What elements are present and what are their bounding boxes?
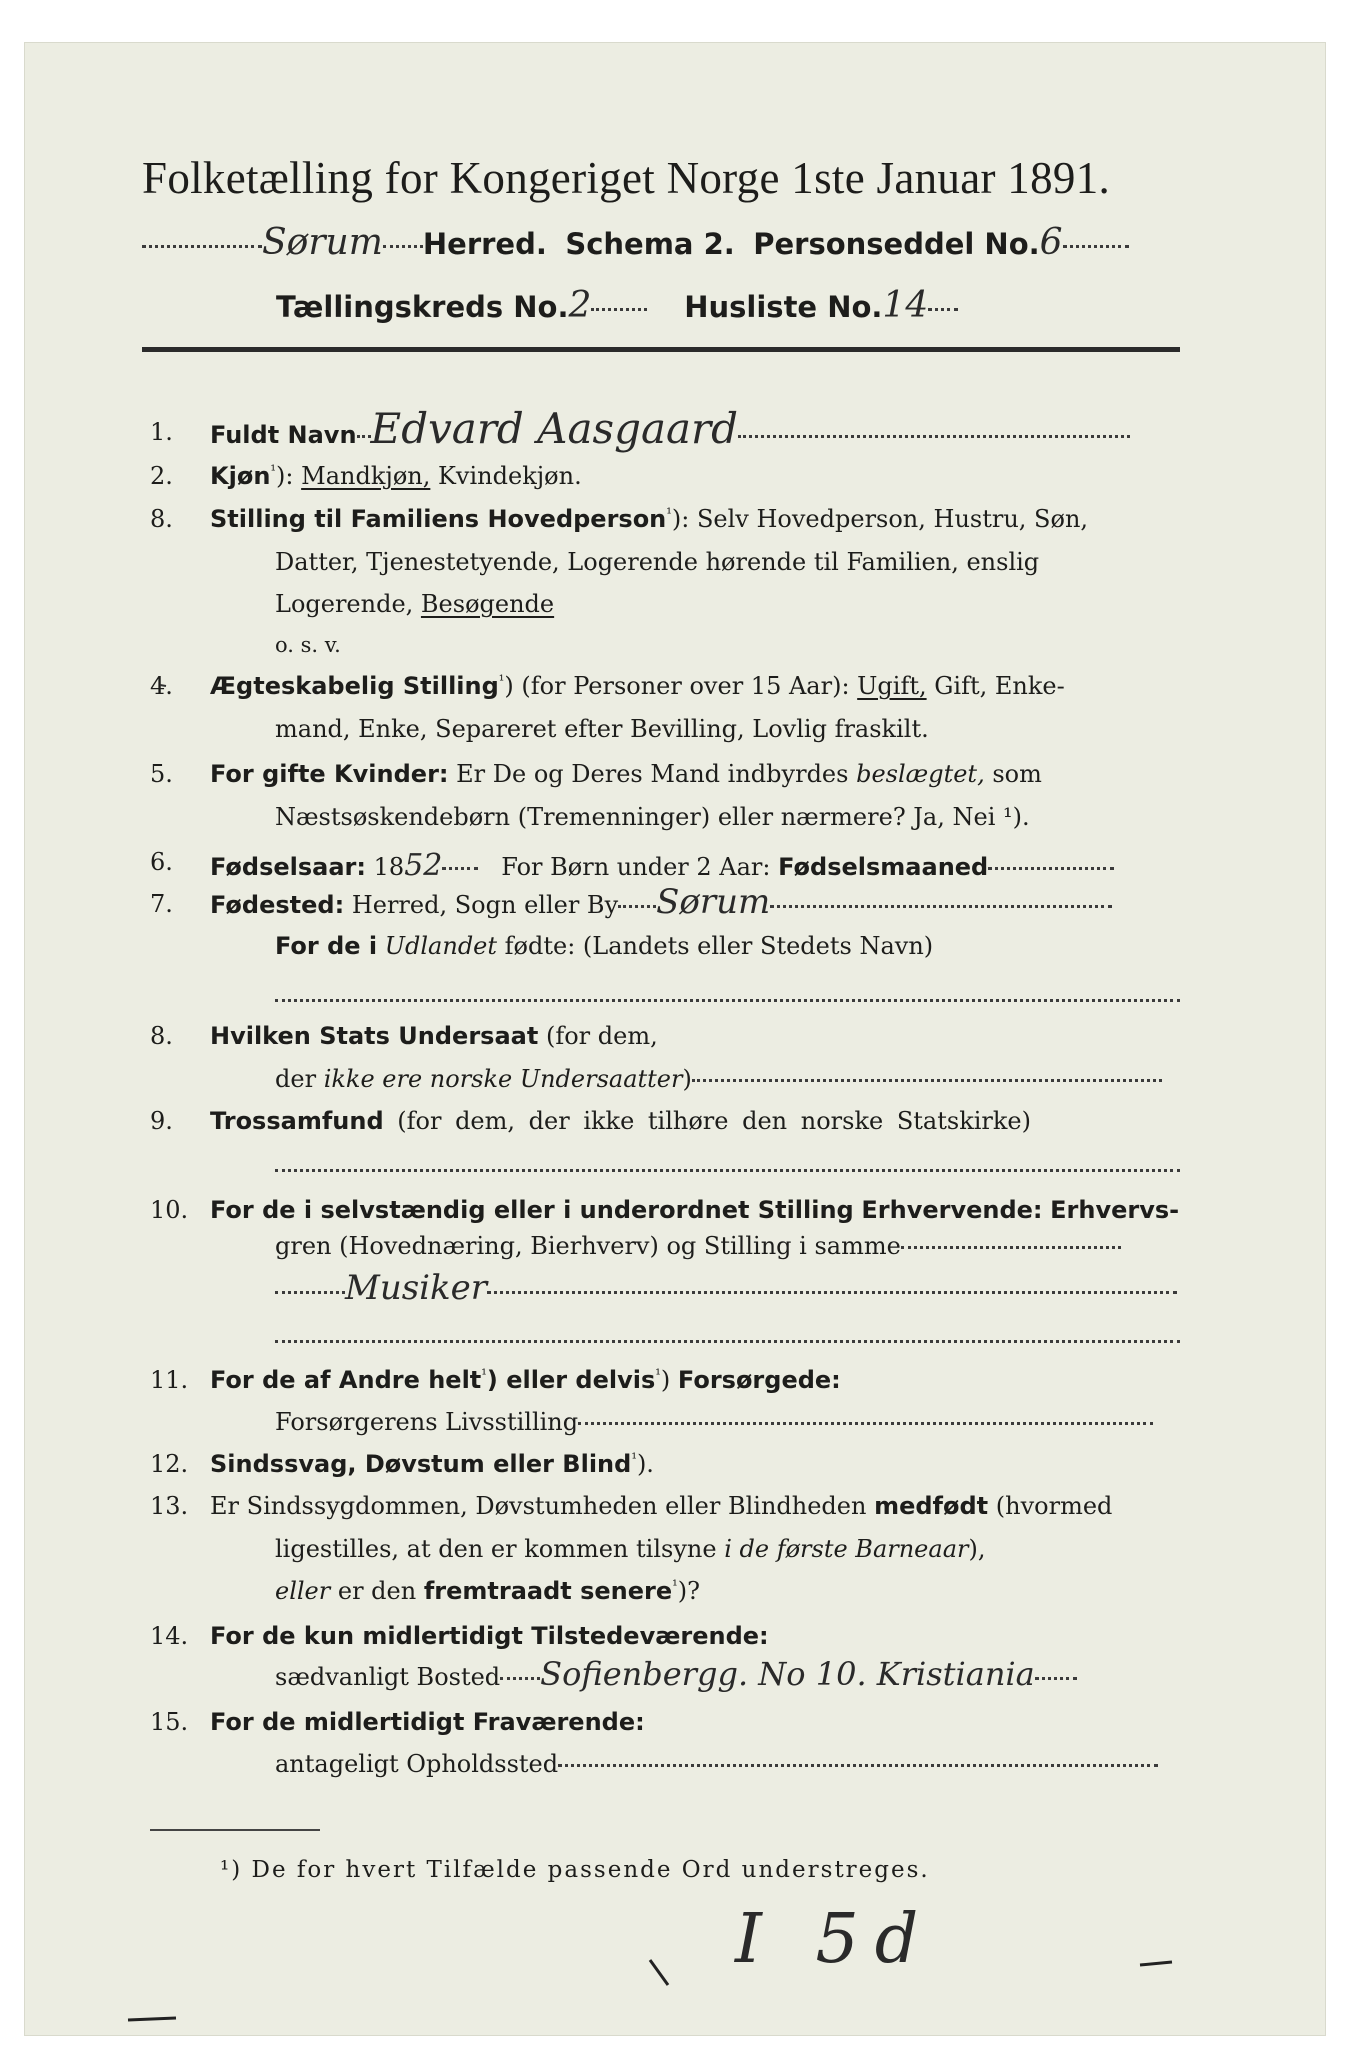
q11-number: 11. — [150, 1366, 189, 1394]
q13-fremtraadt: fremtraadt senere — [423, 1577, 673, 1605]
q6-value: 52 — [404, 848, 443, 883]
q6-prefix: 18 — [373, 853, 405, 881]
q2-option-kvindekjon: Kvindekjøn. — [438, 462, 582, 490]
q3-besogende: Besøgende — [420, 590, 555, 618]
kreds-line — [276, 285, 958, 326]
q7-value: Sørum — [656, 882, 771, 922]
q9-label: Trossamfund — [210, 1107, 384, 1135]
q13-number: 13. — [150, 1492, 189, 1520]
q10-line1b: Erhvervs- — [1050, 1196, 1180, 1224]
q13-line1a: Er Sindssygdommen, Døvstumheden eller Blindheden — [210, 1492, 867, 1520]
q12-number: 12. — [150, 1450, 189, 1478]
q14-number: 14. — [150, 1622, 189, 1650]
q11-line2: Forsørgerens Livsstilling — [275, 1408, 579, 1436]
personseddel-value: 6 — [1039, 222, 1063, 263]
herred-value: Sørum — [262, 222, 383, 263]
q4-rest: Gift, Enke- — [934, 672, 1065, 700]
q7-blank-line — [275, 985, 1180, 1013]
herred-label: Herred. — [422, 227, 547, 261]
q2-option-mandkjon: Mandkjøn, — [301, 462, 431, 490]
q6-row — [210, 848, 1114, 883]
q2-number: 2. — [150, 462, 173, 490]
q8-close: ) — [682, 1065, 692, 1093]
q7-rest: Herred, Sogn eller By — [351, 891, 619, 919]
q11-sup2: ¹ — [655, 1367, 661, 1383]
q3-line1: ): Selv Hovedperson, Hustru, Søn, — [671, 505, 1089, 533]
q13-medfodt: medfødt — [874, 1492, 989, 1520]
q11-sup1: ¹ — [481, 1367, 487, 1383]
husliste-label: Husliste No. — [684, 290, 883, 324]
husliste-value: 14 — [882, 285, 929, 326]
q13-sup: ¹ — [672, 1578, 678, 1594]
q15-number: 15. — [150, 1708, 189, 1736]
q5-label: For gifte Kvinder: — [210, 760, 449, 788]
q10-blank-line — [275, 1326, 1180, 1354]
q7-row2 — [275, 932, 933, 960]
q10-line2: gren (Hovednæring, Bierhverv) og Stilling i samme — [275, 1232, 901, 1260]
q14-line2: sædvanligt Bosted — [275, 1663, 501, 1691]
q1-value: Edvard Aasgaard — [370, 404, 739, 453]
q13-line3b: )? — [677, 1577, 701, 1605]
q6-number: 6. — [150, 848, 173, 876]
q6-label: Fødselsaar: — [210, 853, 366, 881]
page-title: Folketælling for Kongeriget Norge 1ste Januar 1891. — [142, 153, 1111, 203]
q4-sup: ¹ — [498, 673, 505, 689]
q8-number: 8. — [150, 1022, 173, 1050]
q14-row2 — [275, 1655, 1077, 1693]
q13-line2a: ligestilles, at den er kommen tilsyne — [275, 1535, 717, 1563]
q10-row2 — [275, 1232, 1121, 1260]
q3-sup: ¹ — [666, 506, 672, 522]
q15-row2 — [275, 1750, 1158, 1778]
q11-row2 — [275, 1408, 1153, 1436]
q13-row1 — [210, 1492, 1112, 1520]
personseddel-label: Personseddel No. — [753, 227, 1040, 261]
q8-der: der — [275, 1065, 317, 1093]
q13-line3a: er den — [337, 1577, 417, 1605]
q15-row1 — [210, 1708, 645, 1736]
q3-label: Stilling til Familiens Hovedperson — [210, 505, 667, 533]
q7-udlandet: Udlandet — [384, 932, 498, 960]
q13-line2b: ), — [968, 1535, 986, 1563]
q11-line1a: For de af Andre helt — [210, 1366, 482, 1394]
q4-line1: ) (for Personer over 15 Aar): — [504, 672, 850, 700]
q8-row2 — [275, 1065, 1162, 1093]
q7-line2b: fødte: (Landets eller Stedets Navn) — [504, 932, 934, 960]
q2-sup: ¹ — [270, 463, 277, 479]
q2-text: ): — [276, 462, 294, 490]
q5-row2: Næstsøskendebørn (Tremenninger) eller nærmere? Ja, Nei ¹). — [275, 803, 1030, 831]
q7-label: Fødested: — [210, 891, 345, 919]
q5-number: 5. — [150, 760, 173, 788]
q4-option-ugift: Ugift, — [857, 672, 927, 700]
q14-row1 — [210, 1622, 769, 1650]
q4-row2: mand, Enke, Separeret efter Bevilling, Lovlig fraskilt. — [275, 715, 929, 743]
footnote: ¹) De for hvert Tilfælde passende Ord understreges. — [220, 1857, 930, 1883]
q10-row3 — [275, 1268, 1177, 1308]
q3-row3 — [275, 590, 554, 618]
q13-eller: eller — [275, 1577, 331, 1605]
q14-label: For de kun midlertidigt Tilstedeværende: — [210, 1622, 769, 1650]
q13-row3 — [275, 1577, 700, 1605]
q12-sup: ¹ — [631, 1451, 637, 1467]
q12-label: Sindssvag, Døvstum eller Blind — [210, 1450, 632, 1478]
q10-erhvervende: Erhvervende: — [861, 1196, 1043, 1224]
q2-row — [210, 462, 582, 490]
q4-label: Ægteskabelig Stilling — [210, 672, 499, 700]
q3-logerende: Logerende, — [275, 590, 414, 618]
q6-label2: Fødselsmaaned — [778, 853, 989, 881]
q3-row2: Datter, Tjenestetyende, Logerende hørende til Familien, enslig — [275, 548, 1040, 576]
q10-line1a: For de i selvstændig eller i underordnet Stilling — [210, 1196, 854, 1224]
kreds-label: Tællingskreds No. — [276, 290, 569, 324]
q3-row4: o. s. v. — [275, 633, 341, 657]
header-rule — [142, 347, 1180, 352]
q8-row1 — [210, 1022, 658, 1050]
q11-forsorgede: Forsørgede: — [677, 1366, 841, 1394]
q12-rest: ). — [636, 1450, 654, 1478]
q8-italic: ikke ere norske Undersaatter — [323, 1065, 683, 1093]
schema-label: Schema 2. — [565, 227, 735, 261]
handwritten-mark: I 5d — [735, 1900, 935, 1979]
q14-value: Sofienbergg. No 10. Kristiania — [540, 1655, 1035, 1693]
q7-line2a: For de i — [275, 932, 378, 960]
q11-row1: For de af Andre helt$^{^1}$) eller delvis$^{^1}$) Forsørgede: — [210, 1366, 841, 1394]
q9-row1 — [210, 1107, 1031, 1135]
q9-rest: (for dem, der ikke tilhøre den norske Statskirke) — [397, 1107, 1031, 1135]
q1-row — [210, 404, 1130, 453]
q4-number: 4. — [150, 672, 173, 700]
q10-value: Musiker — [345, 1268, 488, 1308]
q2-label: Kjøn — [210, 462, 271, 490]
q13-line1b: (hvormed — [995, 1492, 1113, 1520]
q10-number: 10. — [150, 1196, 189, 1224]
q12-row — [210, 1450, 654, 1478]
q11-line1b: ) eller delvis — [486, 1366, 656, 1394]
q15-line2: antageligt Opholdssted — [275, 1750, 559, 1778]
q13-row2 — [275, 1535, 985, 1563]
q4-row1 — [210, 672, 1065, 700]
q10-row1 — [210, 1196, 1179, 1224]
q5-som: som — [992, 760, 1042, 788]
q5-line1: Er De og Deres Mand indbyrdes — [456, 760, 849, 788]
q8-label: Hvilken Stats Undersaat — [210, 1022, 539, 1050]
q13-italic: i de første Barneaar — [724, 1535, 969, 1563]
q1-label: Fuldt Navn — [210, 421, 357, 449]
herred-line — [142, 222, 1129, 263]
q9-number: 9. — [150, 1107, 173, 1135]
kreds-value: 2 — [568, 285, 592, 326]
q3-number: 8. — [150, 505, 173, 533]
q7-row1 — [210, 882, 1112, 922]
q7-number: 7. — [150, 890, 173, 918]
footnote-rule — [150, 1829, 320, 1831]
q1-number: 1. — [150, 418, 173, 446]
q3-row1 — [210, 505, 1088, 533]
q6-rest: For Børn under 2 Aar: — [501, 853, 771, 881]
q15-label: For de midlertidigt Fraværende: — [210, 1708, 645, 1736]
q8-rest: (for dem, — [545, 1022, 658, 1050]
q5-row1 — [210, 760, 1042, 788]
q9-blank-line — [275, 1155, 1180, 1183]
q5-beslaegtet: beslægtet, — [856, 760, 985, 788]
